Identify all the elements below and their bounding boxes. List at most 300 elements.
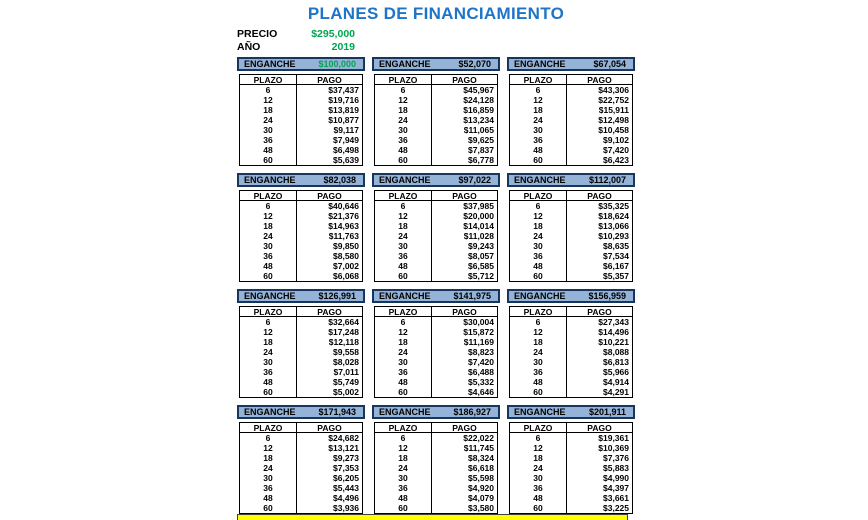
table-row bbox=[510, 95, 632, 105]
plazo-cell: 60 bbox=[375, 271, 432, 281]
pago-cell: $7,353 bbox=[333, 463, 359, 473]
table-header-row bbox=[510, 423, 632, 433]
table-row bbox=[510, 125, 632, 135]
plazo-cell: 24 bbox=[375, 115, 432, 125]
table-row bbox=[240, 337, 362, 347]
ano-label: AÑO bbox=[237, 40, 261, 53]
table-row bbox=[375, 347, 497, 357]
plazo-cell: 18 bbox=[510, 337, 567, 347]
plazo-cell: 12 bbox=[240, 211, 297, 221]
plazo-cell: 18 bbox=[240, 337, 297, 347]
table-row bbox=[240, 271, 362, 281]
table-row bbox=[240, 85, 362, 95]
plazo-cell: 30 bbox=[240, 125, 297, 135]
plazo-cell: 24 bbox=[375, 463, 432, 473]
table-header-row bbox=[510, 307, 632, 317]
plazo-cell: 12 bbox=[510, 211, 567, 221]
table-row bbox=[375, 337, 497, 347]
enganche-label: ENGANCHE bbox=[379, 59, 431, 69]
price-year-info bbox=[237, 27, 355, 53]
table-row bbox=[375, 135, 497, 145]
pago-cell: $43,306 bbox=[598, 85, 629, 95]
table-header-row bbox=[240, 75, 362, 85]
plazo-cell: 48 bbox=[240, 261, 297, 271]
pago-cell: $7,534 bbox=[603, 251, 629, 261]
plazo-cell: 30 bbox=[240, 357, 297, 367]
pago-cell: $15,872 bbox=[463, 327, 494, 337]
pago-cell: $9,558 bbox=[333, 347, 359, 357]
enganche-label: ENGANCHE bbox=[244, 59, 296, 69]
plazo-cell: 60 bbox=[240, 155, 297, 165]
plan-table bbox=[239, 190, 363, 282]
pago-cell: $32,664 bbox=[328, 317, 359, 327]
table-row bbox=[510, 105, 632, 115]
table-header-row bbox=[375, 191, 497, 201]
table-row bbox=[240, 387, 362, 397]
plazo-cell: 48 bbox=[510, 377, 567, 387]
pago-cell: $7,420 bbox=[603, 145, 629, 155]
plazo-cell: 48 bbox=[240, 145, 297, 155]
pago-column-header: PAGO bbox=[587, 74, 612, 85]
plazo-cell: 60 bbox=[240, 503, 297, 513]
enganche-label: ENGANCHE bbox=[514, 59, 566, 69]
plazo-cell: 30 bbox=[375, 241, 432, 251]
pago-cell: $7,949 bbox=[333, 135, 359, 145]
pago-cell: $3,580 bbox=[468, 503, 494, 513]
plazo-cell: 24 bbox=[240, 463, 297, 473]
pago-cell: $11,169 bbox=[463, 337, 494, 347]
plazo-cell: 24 bbox=[240, 115, 297, 125]
enganche-value: $126,991 bbox=[318, 291, 356, 301]
enganche-value: $141,975 bbox=[453, 291, 491, 301]
pago-cell: $4,079 bbox=[468, 493, 494, 503]
table-row bbox=[240, 261, 362, 271]
pago-cell: $10,293 bbox=[598, 231, 629, 241]
plazo-cell: 36 bbox=[510, 135, 567, 145]
plan-table bbox=[374, 74, 498, 166]
enganche-label: ENGANCHE bbox=[379, 291, 431, 301]
pago-cell: $5,357 bbox=[603, 271, 629, 281]
plazo-cell: 48 bbox=[240, 377, 297, 387]
plazo-column-header: PLAZO bbox=[375, 307, 432, 316]
pago-cell: $9,243 bbox=[468, 241, 494, 251]
plazo-cell: 60 bbox=[240, 387, 297, 397]
plazo-cell: 60 bbox=[510, 387, 567, 397]
pago-cell: $4,990 bbox=[603, 473, 629, 483]
yellow-note-bar bbox=[237, 514, 628, 520]
table-row bbox=[240, 135, 362, 145]
table-header-row bbox=[240, 191, 362, 201]
plazo-cell: 36 bbox=[375, 483, 432, 493]
plazo-cell: 60 bbox=[375, 503, 432, 513]
table-row bbox=[510, 387, 632, 397]
enganche-value: $171,943 bbox=[318, 407, 356, 417]
pago-cell: $5,749 bbox=[333, 377, 359, 387]
pago-cell: $9,273 bbox=[333, 453, 359, 463]
enganche-value: $67,054 bbox=[593, 59, 626, 69]
pago-cell: $5,332 bbox=[468, 377, 494, 387]
table-row bbox=[240, 145, 362, 155]
enganche-value: $100,000 bbox=[318, 59, 356, 69]
plan-card bbox=[507, 289, 635, 396]
plan-card bbox=[507, 57, 635, 164]
table-header-row bbox=[240, 307, 362, 317]
pago-cell: $3,661 bbox=[603, 493, 629, 503]
plazo-cell: 36 bbox=[510, 483, 567, 493]
table-row bbox=[240, 443, 362, 453]
table-row bbox=[240, 105, 362, 115]
pago-cell: $13,819 bbox=[328, 105, 359, 115]
enganche-value: $156,959 bbox=[588, 291, 626, 301]
table-row bbox=[375, 453, 497, 463]
plan-header bbox=[237, 289, 365, 303]
table-row bbox=[375, 377, 497, 387]
pago-cell: $3,225 bbox=[603, 503, 629, 513]
sheet-content bbox=[237, 0, 635, 520]
plazo-column-header: PLAZO bbox=[510, 191, 567, 200]
plazo-column-header: PLAZO bbox=[240, 307, 297, 316]
plan-table bbox=[509, 422, 633, 514]
table-row bbox=[510, 367, 632, 377]
table-row bbox=[240, 241, 362, 251]
pago-column-header: PAGO bbox=[452, 422, 477, 433]
table-row bbox=[240, 347, 362, 357]
pago-column-header: PAGO bbox=[317, 306, 342, 317]
pago-cell: $8,088 bbox=[603, 347, 629, 357]
table-row bbox=[510, 433, 632, 443]
plazo-cell: 12 bbox=[510, 327, 567, 337]
plazo-cell: 6 bbox=[510, 317, 567, 327]
table-row bbox=[240, 327, 362, 337]
precio-label: PRECIO bbox=[237, 27, 278, 40]
plazo-cell: 36 bbox=[375, 367, 432, 377]
plazo-cell: 48 bbox=[375, 377, 432, 387]
plazo-column-header: PLAZO bbox=[240, 191, 297, 200]
enganche-value: $186,927 bbox=[453, 407, 491, 417]
plazo-cell: 6 bbox=[375, 317, 432, 327]
pago-cell: $4,920 bbox=[468, 483, 494, 493]
table-row bbox=[375, 241, 497, 251]
pago-cell: $7,420 bbox=[468, 357, 494, 367]
plan-header bbox=[372, 405, 500, 419]
enganche-label: ENGANCHE bbox=[379, 407, 431, 417]
pago-cell: $4,646 bbox=[468, 387, 494, 397]
plazo-cell: 18 bbox=[240, 453, 297, 463]
pago-cell: $4,397 bbox=[603, 483, 629, 493]
table-row bbox=[510, 317, 632, 327]
plan-card bbox=[237, 173, 365, 280]
pago-cell: $5,443 bbox=[333, 483, 359, 493]
table-row bbox=[510, 251, 632, 261]
pago-cell: $12,498 bbox=[598, 115, 629, 125]
pago-cell: $22,022 bbox=[463, 433, 494, 443]
plazo-cell: 24 bbox=[510, 231, 567, 241]
table-row bbox=[240, 221, 362, 231]
table-row bbox=[240, 503, 362, 513]
enganche-value: $52,070 bbox=[458, 59, 491, 69]
table-header-row bbox=[375, 307, 497, 317]
pago-cell: $6,618 bbox=[468, 463, 494, 473]
enganche-label: ENGANCHE bbox=[244, 407, 296, 417]
enganche-value: $82,038 bbox=[323, 175, 356, 185]
plazo-cell: 36 bbox=[375, 135, 432, 145]
table-row bbox=[375, 433, 497, 443]
table-row bbox=[510, 221, 632, 231]
precio-value: $295,000 bbox=[311, 27, 355, 40]
table-row bbox=[510, 357, 632, 367]
table-header-row bbox=[510, 75, 632, 85]
plazo-column-header: PLAZO bbox=[240, 423, 297, 432]
table-row bbox=[375, 483, 497, 493]
pago-cell: $3,936 bbox=[333, 503, 359, 513]
table-row bbox=[240, 115, 362, 125]
plan-header bbox=[372, 289, 500, 303]
table-row bbox=[375, 125, 497, 135]
table-row bbox=[510, 327, 632, 337]
pago-cell: $11,065 bbox=[463, 125, 494, 135]
pago-cell: $17,248 bbox=[328, 327, 359, 337]
table-row bbox=[375, 317, 497, 327]
table-row bbox=[375, 211, 497, 221]
plazo-cell: 18 bbox=[510, 453, 567, 463]
plazo-cell: 48 bbox=[240, 493, 297, 503]
pago-cell: $7,837 bbox=[468, 145, 494, 155]
table-row bbox=[240, 493, 362, 503]
plazo-column-header: PLAZO bbox=[510, 307, 567, 316]
plazo-cell: 30 bbox=[375, 473, 432, 483]
table-row bbox=[375, 367, 497, 377]
plazo-cell: 60 bbox=[510, 155, 567, 165]
plazo-cell: 24 bbox=[240, 347, 297, 357]
plan-table bbox=[239, 422, 363, 514]
pago-cell: $8,823 bbox=[468, 347, 494, 357]
plan-card bbox=[372, 405, 500, 512]
plazo-cell: 6 bbox=[240, 317, 297, 327]
plazo-cell: 24 bbox=[240, 231, 297, 241]
plan-table bbox=[374, 306, 498, 398]
pago-cell: $6,488 bbox=[468, 367, 494, 377]
table-row bbox=[510, 145, 632, 155]
plazo-cell: 24 bbox=[510, 115, 567, 125]
pago-column-header: PAGO bbox=[317, 190, 342, 201]
pago-cell: $4,291 bbox=[603, 387, 629, 397]
enganche-label: ENGANCHE bbox=[514, 407, 566, 417]
plan-card bbox=[372, 289, 500, 396]
table-row bbox=[510, 493, 632, 503]
table-row bbox=[375, 327, 497, 337]
pago-cell: $11,028 bbox=[463, 231, 494, 241]
ano-value: 2019 bbox=[331, 40, 355, 53]
pago-cell: $6,498 bbox=[333, 145, 359, 155]
plan-table bbox=[509, 74, 633, 166]
enganche-label: ENGANCHE bbox=[379, 175, 431, 185]
pago-cell: $6,205 bbox=[333, 473, 359, 483]
plan-table bbox=[509, 190, 633, 282]
plan-table bbox=[374, 422, 498, 514]
page-title: PLANES DE FINANCIAMIENTO bbox=[307, 4, 565, 23]
pago-cell: $13,121 bbox=[328, 443, 359, 453]
plan-header bbox=[237, 57, 365, 71]
plan-header bbox=[507, 173, 635, 187]
table-row bbox=[375, 387, 497, 397]
plazo-column-header: PLAZO bbox=[375, 423, 432, 432]
pago-cell: $24,128 bbox=[463, 95, 494, 105]
plazo-cell: 30 bbox=[240, 241, 297, 251]
plan-header bbox=[507, 57, 635, 71]
table-row bbox=[510, 155, 632, 165]
pago-cell: $37,437 bbox=[328, 85, 359, 95]
plazo-cell: 24 bbox=[510, 347, 567, 357]
plazo-column-header: PLAZO bbox=[375, 75, 432, 84]
pago-cell: $10,458 bbox=[598, 125, 629, 135]
pago-cell: $11,745 bbox=[463, 443, 494, 453]
plazo-cell: 60 bbox=[375, 387, 432, 397]
table-header-row bbox=[240, 423, 362, 433]
plazo-cell: 18 bbox=[240, 105, 297, 115]
plan-header bbox=[372, 173, 500, 187]
plan-card bbox=[372, 57, 500, 164]
plazo-cell: 36 bbox=[240, 251, 297, 261]
plazo-cell: 6 bbox=[510, 433, 567, 443]
plazo-cell: 6 bbox=[375, 201, 432, 211]
pago-cell: $5,598 bbox=[468, 473, 494, 483]
pago-cell: $12,118 bbox=[328, 337, 359, 347]
table-row bbox=[510, 503, 632, 513]
plazo-cell: 36 bbox=[240, 483, 297, 493]
pago-cell: $30,004 bbox=[463, 317, 494, 327]
pago-cell: $35,325 bbox=[598, 201, 629, 211]
pago-cell: $6,813 bbox=[603, 357, 629, 367]
plazo-cell: 30 bbox=[510, 241, 567, 251]
plazo-cell: 6 bbox=[510, 85, 567, 95]
plazo-cell: 60 bbox=[510, 271, 567, 281]
pago-column-header: PAGO bbox=[452, 306, 477, 317]
plan-table bbox=[374, 190, 498, 282]
plazo-cell: 24 bbox=[510, 463, 567, 473]
table-row bbox=[240, 473, 362, 483]
pago-cell: $16,859 bbox=[463, 105, 494, 115]
plazo-cell: 60 bbox=[375, 155, 432, 165]
pago-cell: $24,682 bbox=[328, 433, 359, 443]
plazo-cell: 30 bbox=[510, 125, 567, 135]
precio-row bbox=[237, 27, 355, 40]
plazo-cell: 18 bbox=[375, 337, 432, 347]
enganche-label: ENGANCHE bbox=[514, 291, 566, 301]
enganche-label: ENGANCHE bbox=[244, 291, 296, 301]
pago-cell: $7,002 bbox=[333, 261, 359, 271]
table-row bbox=[375, 443, 497, 453]
table-row bbox=[240, 433, 362, 443]
pago-cell: $5,883 bbox=[603, 463, 629, 473]
table-row bbox=[510, 347, 632, 357]
pago-cell: $8,580 bbox=[333, 251, 359, 261]
enganche-value: $97,022 bbox=[458, 175, 491, 185]
enganche-value: $201,911 bbox=[588, 407, 626, 417]
table-row bbox=[510, 483, 632, 493]
plazo-cell: 12 bbox=[240, 327, 297, 337]
pago-cell: $13,066 bbox=[598, 221, 629, 231]
pago-cell: $4,914 bbox=[603, 377, 629, 387]
plazo-cell: 36 bbox=[375, 251, 432, 261]
pago-cell: $7,376 bbox=[603, 453, 629, 463]
plan-header bbox=[372, 57, 500, 71]
plazo-cell: 18 bbox=[240, 221, 297, 231]
pago-cell: $27,343 bbox=[598, 317, 629, 327]
plan-card bbox=[372, 173, 500, 280]
pago-cell: $10,369 bbox=[598, 443, 629, 453]
pago-cell: $40,646 bbox=[328, 201, 359, 211]
table-header-row bbox=[375, 423, 497, 433]
plazo-cell: 12 bbox=[375, 327, 432, 337]
table-row bbox=[375, 463, 497, 473]
pago-cell: $21,376 bbox=[328, 211, 359, 221]
plan-card bbox=[507, 173, 635, 280]
pago-cell: $6,585 bbox=[468, 261, 494, 271]
plazo-cell: 30 bbox=[510, 357, 567, 367]
plan-table bbox=[509, 306, 633, 398]
pago-cell: $15,911 bbox=[598, 105, 629, 115]
table-row bbox=[510, 337, 632, 347]
table-row bbox=[375, 261, 497, 271]
plazo-cell: 12 bbox=[240, 443, 297, 453]
table-row bbox=[510, 231, 632, 241]
table-row bbox=[240, 211, 362, 221]
plan-card bbox=[237, 405, 365, 512]
plazo-cell: 6 bbox=[240, 201, 297, 211]
plan-header bbox=[507, 289, 635, 303]
plan-header bbox=[507, 405, 635, 419]
table-row bbox=[240, 357, 362, 367]
pago-cell: $5,639 bbox=[333, 155, 359, 165]
pago-cell: $5,966 bbox=[603, 367, 629, 377]
table-row bbox=[240, 125, 362, 135]
table-row bbox=[510, 201, 632, 211]
plazo-cell: 12 bbox=[375, 443, 432, 453]
pago-cell: $6,068 bbox=[333, 271, 359, 281]
plazo-column-header: PLAZO bbox=[510, 75, 567, 84]
plazo-cell: 12 bbox=[510, 95, 567, 105]
pago-cell: $6,778 bbox=[468, 155, 494, 165]
plazo-cell: 6 bbox=[240, 85, 297, 95]
table-row bbox=[510, 261, 632, 271]
pago-cell: $13,234 bbox=[463, 115, 494, 125]
enganche-label: ENGANCHE bbox=[514, 175, 566, 185]
table-row bbox=[240, 95, 362, 105]
pago-cell: $8,324 bbox=[468, 453, 494, 463]
table-row bbox=[375, 221, 497, 231]
plazo-cell: 12 bbox=[375, 211, 432, 221]
ano-row bbox=[237, 40, 355, 53]
table-row bbox=[375, 105, 497, 115]
table-row bbox=[510, 135, 632, 145]
pago-column-header: PAGO bbox=[452, 190, 477, 201]
pago-column-header: PAGO bbox=[587, 306, 612, 317]
enganche-value: $112,007 bbox=[588, 175, 626, 185]
plazo-cell: 18 bbox=[375, 105, 432, 115]
plan-card bbox=[237, 289, 365, 396]
plazo-cell: 30 bbox=[510, 473, 567, 483]
pago-cell: $45,967 bbox=[463, 85, 494, 95]
table-row bbox=[510, 115, 632, 125]
table-row bbox=[375, 95, 497, 105]
table-row bbox=[375, 473, 497, 483]
plazo-cell: 48 bbox=[375, 145, 432, 155]
pago-cell: $8,635 bbox=[603, 241, 629, 251]
plazo-cell: 48 bbox=[375, 261, 432, 271]
plazo-cell: 30 bbox=[375, 357, 432, 367]
pago-cell: $14,496 bbox=[598, 327, 629, 337]
table-row bbox=[240, 201, 362, 211]
